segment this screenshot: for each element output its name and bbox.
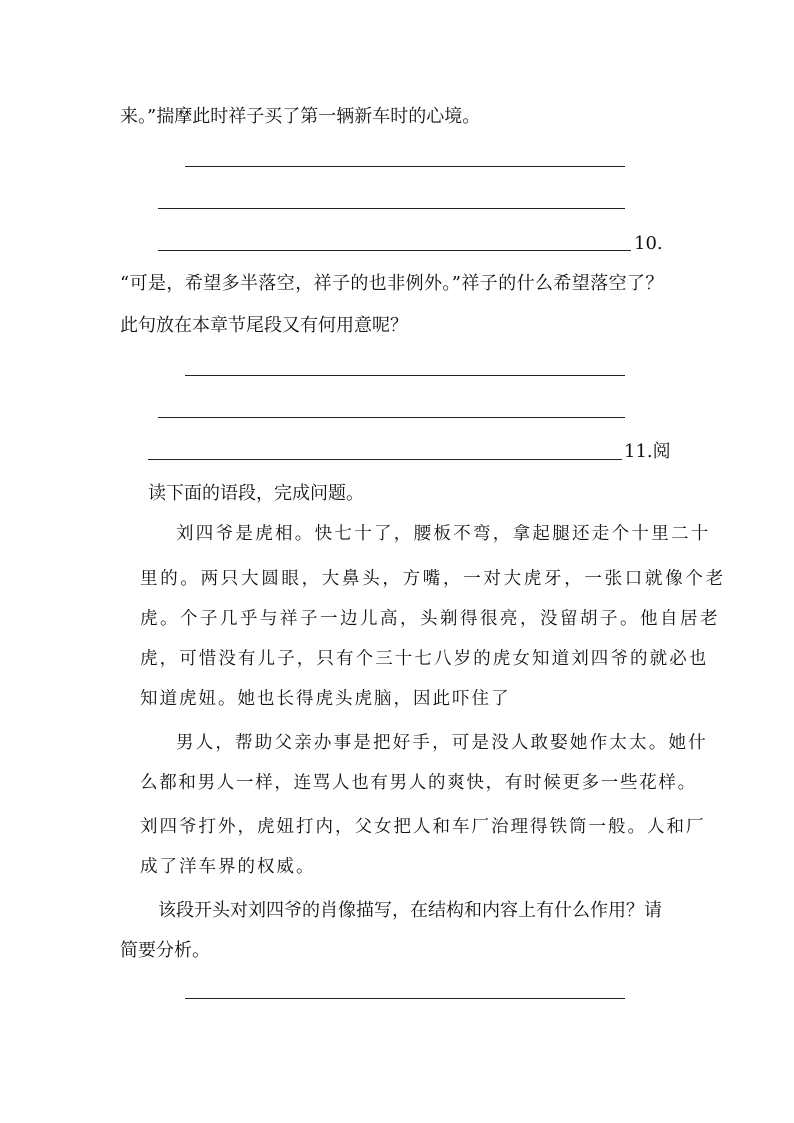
passage-line: 成了洋车界的权威。 — [140, 857, 316, 877]
passage-line: 刘四爷是虎相。快七十了，腰板不弯，拿起腿还走个十里二十 — [176, 524, 711, 544]
q11-question-line-2: 简要分析。 — [120, 940, 210, 961]
passage-line: 知道虎妞。她也长得虎头虎脑，因此吓住了 — [140, 689, 511, 709]
passage-line: 刘四爷打外，虎妞打内，父女把人和车厂治理得铁筒一般。人和厂 — [140, 817, 706, 837]
q10-number: 10. — [634, 233, 663, 254]
passage-line: 里的。两只大圆眼，大鼻头，方嘴，一对大虎牙，一张口就像个老 — [140, 569, 726, 589]
passage-line: 虎，可惜没有儿子，只有个三十七八岁的虎女知道刘四爷的就必也 — [140, 649, 709, 669]
q11-answer-line-1 — [185, 998, 625, 999]
q10-answer-line-2 — [158, 417, 625, 418]
passage-line: 男人，帮助父亲办事是把好手，可是没人敢娶她作太太。她什 — [176, 733, 708, 753]
q9-answer-line-2 — [158, 208, 625, 209]
q10-answer-line-3 — [148, 459, 622, 460]
passage-line: 虎。个子几乎与祥子一边儿高，头剃得很亮，没留胡子。他自居老 — [140, 609, 720, 629]
q10-answer-line-1 — [185, 375, 625, 376]
q10-prompt-line-1: “可是，希望多半落空，祥子的也非例外。”祥子的什么希望落空了？ — [120, 273, 664, 294]
q11-question-line-1: 该段开头对刘四爷的肖像描写，在结构和内容上有什么作用？请 — [158, 900, 662, 921]
q9-answer-line-1 — [185, 166, 625, 167]
q11-instruction: 读下面的语段，完成问题。 — [148, 483, 364, 504]
q9-prompt-tail: 来。”揣摩此时祥子买了第一辆新车时的心境。 — [120, 106, 481, 127]
q11-number: 11.阅 — [624, 441, 671, 462]
passage-line: 么都和男人一样，连骂人也有男人的爽快，有时候更多一些花样。 — [140, 773, 697, 793]
q9-answer-line-3 — [158, 250, 631, 251]
q10-prompt-line-2: 此句放在本章节尾段又有何用意呢？ — [120, 315, 408, 336]
